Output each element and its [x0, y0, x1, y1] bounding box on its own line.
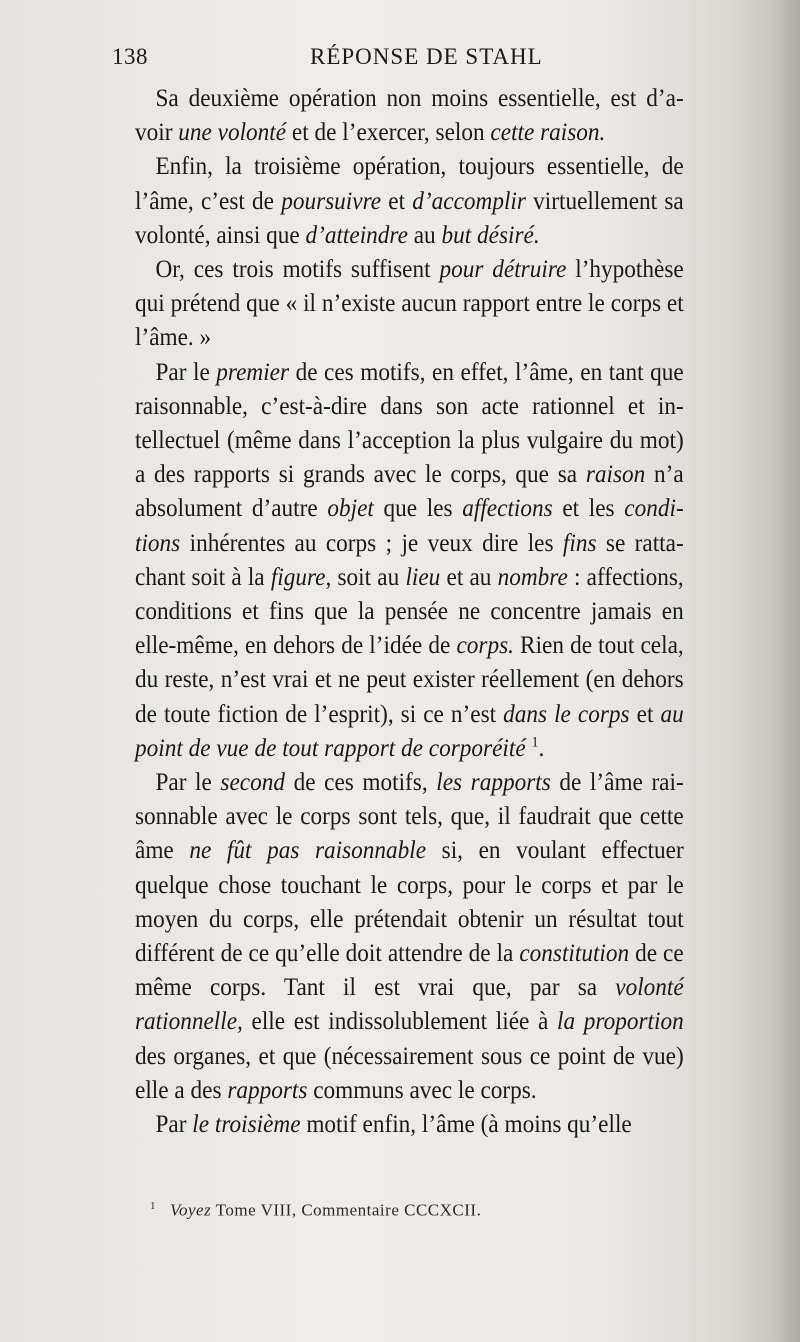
- italic-text: but désiré.: [441, 221, 540, 249]
- text-run: de l’âme raisonnable avec le corps sont tels, que, il faudrait que cette âme: [135, 769, 684, 865]
- body-text: [135, 82, 684, 1142]
- text-run: inhérentes au corps ; je veux dire les: [180, 529, 563, 557]
- page-header: [112, 44, 632, 80]
- text-run: n’a absolument d’autre: [135, 461, 684, 523]
- italic-text: d’accomplir: [412, 187, 526, 215]
- text-run: Par le: [155, 769, 221, 797]
- italic-text: la proportion: [557, 1008, 684, 1036]
- italic-text: les rapports: [436, 769, 551, 797]
- text-run: .: [538, 734, 545, 762]
- italic-text: constitution: [519, 940, 630, 968]
- paragraph: [135, 82, 684, 150]
- text-run: Sa deuxième opération non moins essentielle, est d’avoir: [135, 85, 684, 147]
- text-run: de ce même corps. Tant il est vrai que, par sa: [135, 940, 684, 1002]
- italic-text: pour détruire: [439, 256, 567, 284]
- text-run: motif enfin, l’âme (à moins qu’elle: [300, 1111, 632, 1139]
- page-number: 138: [112, 44, 148, 69]
- italic-text: Voyez: [170, 1200, 212, 1220]
- text-run: Or, ces trois motifs suffisent: [155, 256, 440, 284]
- italic-text: volonté rationnelle,: [135, 974, 684, 1036]
- text-run: se rattachant soit à la: [135, 529, 684, 591]
- italic-text: affections: [462, 495, 553, 523]
- text-run: et au: [440, 563, 498, 591]
- text-run: virtuellement sa volonté, ainsi que: [135, 187, 684, 249]
- text-run: au: [407, 221, 442, 249]
- italic-text: cette raison.: [490, 119, 606, 147]
- text-run: Par: [155, 1111, 193, 1139]
- text-run: Rien de tout cela, du reste, n’est vrai et ne peut exister réellement (en dehors de toute fiction de l’esprit), si ce n’est: [135, 632, 684, 728]
- binding-shadow: [730, 0, 800, 1342]
- text-run: soit au: [331, 563, 406, 591]
- italic-text: fins: [562, 529, 597, 557]
- italic-text: le troisième: [192, 1111, 301, 1139]
- italic-text: rapports: [227, 1076, 308, 1104]
- footnote-text: [170, 1201, 481, 1220]
- italic-text: nombre: [497, 563, 568, 591]
- text-run: et de l’exercer, selon: [286, 119, 491, 147]
- running-head: RÉPONSE DE STAHL: [310, 44, 543, 69]
- text-run: Enfin, la troisième opération, toujours essentielle, de l’âme, c’est de: [135, 153, 684, 215]
- text-run: si, en voulant effectuer quelque chose touchant le corps, pour le corps et par le moyen du corps, elle prétendait obtenir un résultat tout différent de ce qu’elle doit attendre de la: [135, 837, 684, 968]
- footnote-number: 1: [150, 1200, 156, 1212]
- italic-text: une volonté: [178, 119, 287, 147]
- italic-text: poursuivre: [281, 187, 382, 215]
- text-run: des organes, et que (nécessairement sous ce point de vue) elle a des: [135, 1042, 684, 1104]
- text-run: l’hypothèse qui prétend que « il n’existe aucun rapport entre le corps et l’âme. »: [135, 256, 684, 352]
- paragraph: [135, 1108, 684, 1142]
- text-run: communs avec le corps.: [307, 1076, 537, 1104]
- paragraph: [135, 150, 684, 253]
- italic-text: conditions: [135, 495, 684, 557]
- text-run: et les: [552, 495, 625, 523]
- italic-text: second: [220, 769, 285, 797]
- italic-text: corps.: [456, 632, 514, 660]
- italic-text: lieu: [405, 563, 441, 591]
- italic-text: premier: [216, 358, 290, 386]
- paragraph: [135, 253, 684, 356]
- text-run: que les: [373, 495, 463, 523]
- italic-text: raison: [585, 461, 646, 489]
- text-run: Par le: [155, 358, 217, 386]
- text-run: elle est indissolublement liée à: [242, 1008, 558, 1036]
- italic-text: figure,: [270, 563, 332, 591]
- text-run: : affections, conditions et fins que la pensée ne concentre jamais en elle-même, en dehors de l’idée de: [135, 563, 684, 660]
- text-run: de ces motifs,: [284, 769, 437, 797]
- text-run: et: [629, 700, 661, 728]
- italic-text: ne fût pas raisonnable: [189, 837, 427, 865]
- italic-text: au point de vue de tout rapport de corporéité: [135, 700, 684, 762]
- italic-text: dans le corps: [503, 700, 630, 728]
- paragraph: [135, 766, 684, 1108]
- text-run: Tome VIII, Commentaire CCCXCII.: [211, 1200, 482, 1220]
- footnote: [150, 1200, 650, 1221]
- paragraph: [135, 356, 684, 766]
- text-run: de ces motifs, en effet, l’âme, en tant que raisonnable, c’est-à-dire dans son acte rationnel et intellectuel (même dans l’acception la plus vulgaire du mot) a des rapports si grands avec le corps, que sa: [135, 358, 684, 489]
- italic-text: objet: [327, 495, 374, 523]
- footnote-reference: 1: [531, 734, 539, 751]
- italic-text: d’atteindre: [305, 221, 408, 249]
- text-run: et: [381, 187, 413, 215]
